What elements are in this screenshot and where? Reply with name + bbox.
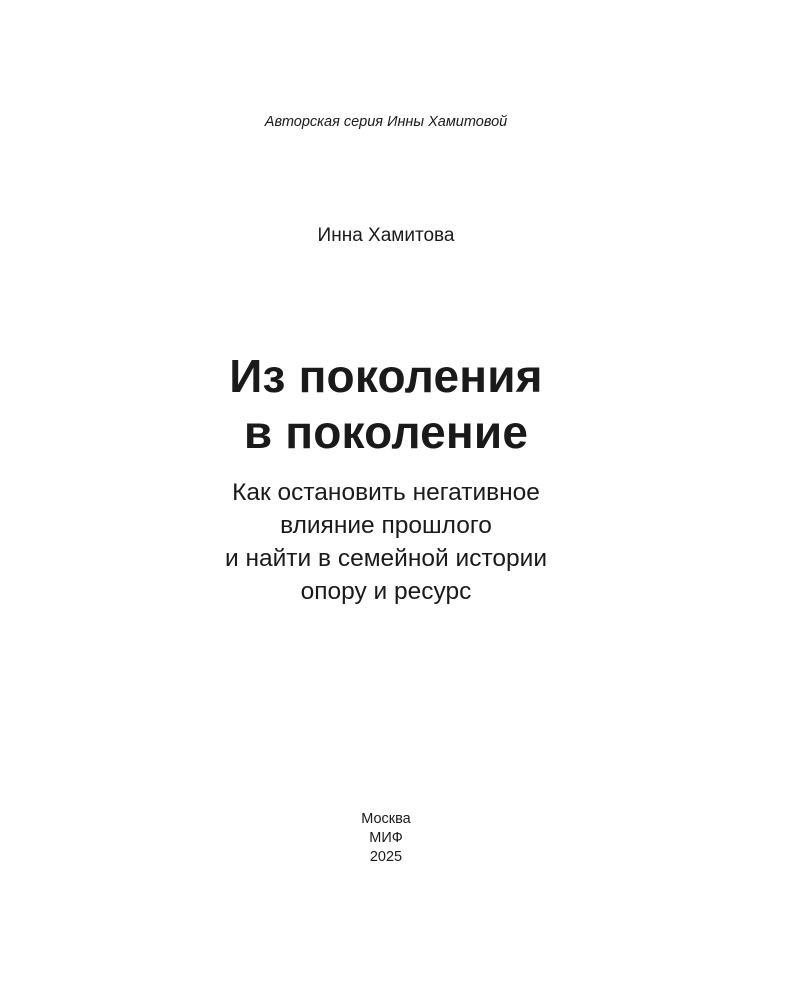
book-subtitle-line-2: влияние прошлого bbox=[280, 512, 492, 539]
book-title-line-2: в поколение bbox=[243, 406, 529, 458]
book-subtitle-line-3: и найти в семейной истории bbox=[224, 545, 548, 572]
imprint-publisher: МИФ bbox=[369, 830, 403, 846]
book-title bbox=[0, 348, 772, 460]
imprint-year: 2025 bbox=[369, 849, 403, 865]
book-title-line-1: Из поколения bbox=[229, 350, 543, 402]
author-name: Инна Хамитова bbox=[317, 225, 455, 246]
imprint-city: Москва bbox=[361, 811, 411, 827]
series-line: Авторская серия Инны Хамитовой bbox=[264, 114, 508, 130]
imprint bbox=[0, 810, 772, 867]
book-subtitle bbox=[0, 476, 772, 608]
book-subtitle-line-4: опору и ресурс bbox=[300, 578, 472, 605]
book-subtitle-line-1: Как остановить негативное bbox=[232, 479, 540, 506]
